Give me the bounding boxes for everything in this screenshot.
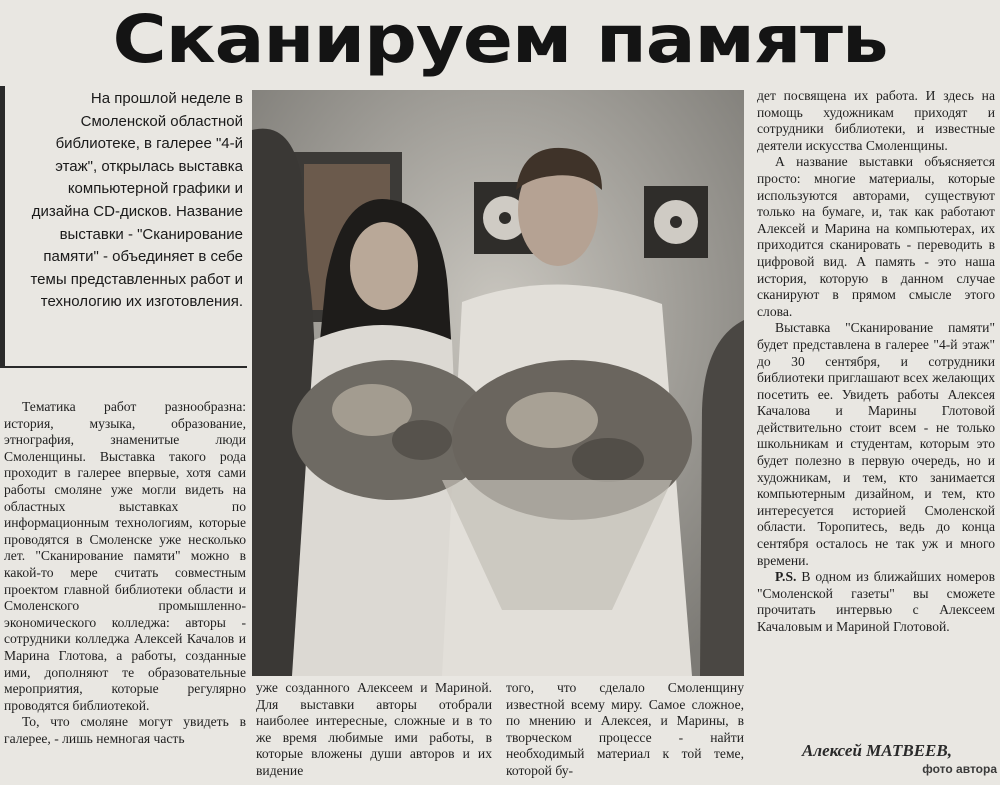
column1-paragraph-1: Тематика работ разнообразна: история, музыка, образование, этнография, знаменитые люди Смоленщины. Выставка такого рода проходит в галерее впервые, хотя сами работы смоляне уже могли видеть на областных выставках по информационным технологиям, которые проводятся в Смоленске уже несколько лет. "Сканирование памяти" можно в какой-то мере считать совместным проектом главной библиотеки области и Смоленского промышленно-экономического колледжа: авторы - сотрудники колледжа Алексей Качалов и Марина Глотова, а работы, созданные ими, дополняют те образовательные мероприятия, которые регулярно проводятся библиотекой. [4,399,246,713]
exhibition-photo [252,90,744,676]
woman-face [350,222,418,310]
column2-paragraph: уже созданного Алексеем и Мариной. Для выставки авторы отобрали наиболее интересные, сложные и в то же время любимые ими работы, в которые вложены души авторов и их видение [256,680,492,778]
article-column-3 [506,680,744,780]
column4-paragraph-1: дет посвящена их работа. И здесь на помощь художникам приходят и сотрудники библиотеки, и известные деятели искусства Смоленщины. [757,88,995,153]
article-column-2 [256,680,492,780]
article-column-4 [757,88,995,636]
column4-paragraph-3: Выставка "Сканирование памяти" будет представлена в галерее "4-й этаж" до 30 сентября, и сотрудники библиотеки приглашают всех желающих посетить ее. Увидеть работы Алексея Качалова и Марины Глотовой действительно стоит всем - не только школьникам и студентам, которым это будет полезно в первую очередь, но и художникам, и тем, кто занимается компьютерным дизайном, и тем, кто интересуется историей Смоленской области. Торопитесь, ведь до конца сентября осталось не так уж и много времени. [757,320,995,568]
photo-illustration [252,90,744,676]
ps-text: В одном из ближайших номеров "Смоленской газеты" вы сможете прочитать интервью с Алексеем Качаловым и Мариной Глотовой. [757,569,995,634]
author-signature: Алексей МАТВЕЕВ, [802,741,952,760]
ps-label: P.S. [775,569,797,585]
photo-credit: фото автора [922,762,997,776]
postscript [757,569,995,635]
background-person-right [700,320,744,676]
article-column-1 [4,399,246,747]
lead-paragraph: На прошлой неделе в Смоленской областной библиотеке, в галерее "4-й этаж", открылась выставка компьютерной графики и дизайна CD-дисков. Название выставки - "Сканирование памяти" - объединяет в себе темы представленных работ и технологию их изготовления. [30,90,243,311]
column3-paragraph: того, что сделало Смоленщину известной всему миру. Самое сложное, по мнению и Алексея, и Марины, в творческом процессе - найти необходимый материал к той теме, которой бу- [506,680,744,778]
column1-paragraph-2: То, что смоляне могут увидеть в галерее, - лишь немногая часть [4,714,246,746]
column4-paragraph-2: А название выставки объясняется просто: многие материалы, которые используются авторами, существуют только на бумаге, и, так как работают Алексей и Марина на компьютерах, их приходится сканировать - переводить в цифровой вид. А память - это наша история, которую в данном случае сканируют в прямом смысле этого слова. [757,154,995,319]
headline: Сканируем память [112,1,888,78]
